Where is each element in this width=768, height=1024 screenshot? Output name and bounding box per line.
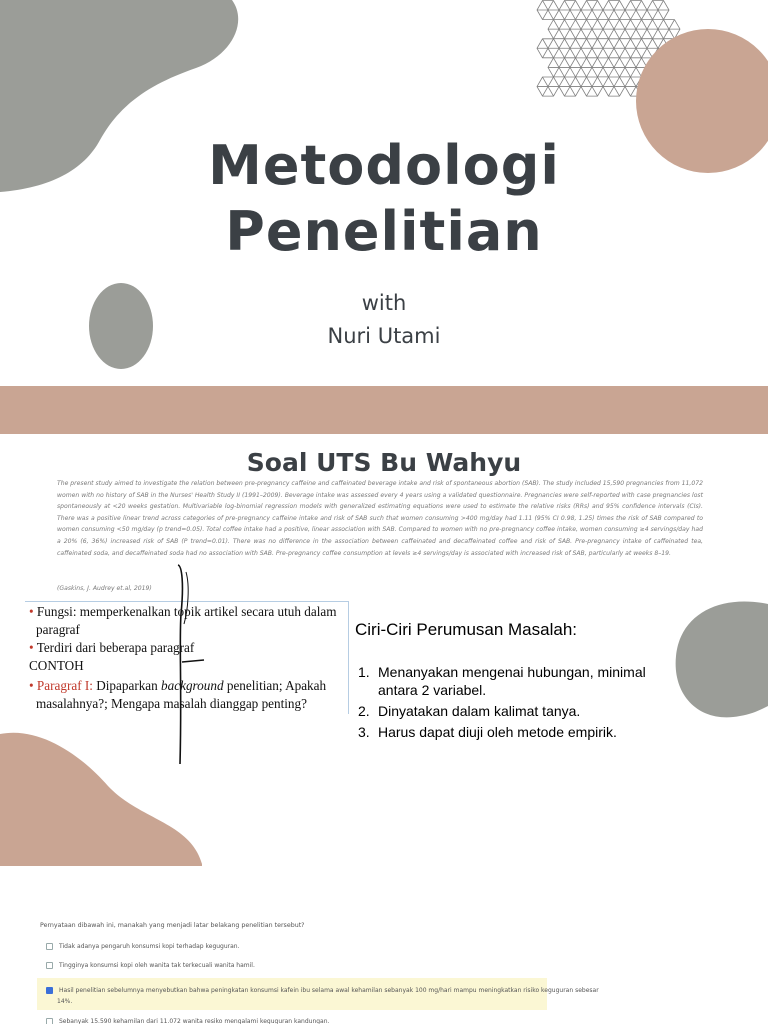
presenter-name: Nuri Utami [327,324,441,348]
slide-title-line2: Penelitian [225,200,543,263]
contoh-label: CONTOH [29,658,84,673]
slide-divider [0,386,768,434]
slide2-title: Soal UTS Bu Wahyu [246,448,522,477]
ciri-list [358,663,678,744]
checkbox[interactable] [46,962,53,969]
quiz-option-cont: 14%. [57,998,73,1005]
fungsi-box [25,601,349,714]
checkbox[interactable] [46,1018,53,1024]
fungsi-line1: • Fungsi: memperkenalkan topik artikel secara utuh dalam [29,604,337,619]
citation: (Gaskins, J. Audrey et.al, 2019) [57,585,152,592]
checkbox[interactable] [46,943,53,950]
paragraf-line: • Paragraf I: Dipaparkan background penelitian; Apakah [29,678,327,693]
quiz-question: Pernyataan dibawah ini, manakah yang menjadi latar belakang penelitian tersebut? [40,922,305,929]
with-label: with [361,291,407,315]
gray-blob-right [676,601,768,717]
tan-blob-left [0,733,202,866]
quiz-option-selected[interactable]: Hasil penelitian sebelumnya menyebutkan bahwa peningkatan konsumsi kafein ibu selama awal kehamilan sebanyak 100 mg/hari mampu meningkatkan risiko keguguran sebesar [46,987,599,994]
ciri-title: Ciri-Ciri Perumusan Masalah: [355,620,578,639]
checkbox-checked[interactable] [46,987,53,994]
quiz-option[interactable]: Sebanyak 15.590 kehamilan dari 11.072 wanita resiko mengalami keguguran kandungan. [46,1018,329,1024]
selected-option-highlight [37,978,547,1010]
ciri-item: 3. Harus dapat diuji oleh metode empirik. [358,724,617,740]
fungsi-line2: paragraf [36,622,80,637]
fungsi-line6: masalahnya?; Mengapa masalah dianggap penting? [36,696,307,711]
fungsi-line3: • Terdiri dari beberapa paragraf [29,640,195,655]
content-slide [0,434,768,1024]
title-slide [0,0,768,386]
ciri-item: 1. Menanyakan mengenai hubungan, minimal antara 2 variabel. [358,664,646,698]
abstract-text: The present study aimed to investigate the relation between pre-pregnancy caffeine and caffeinated beverage intake and risk of spontaneous abortion (SAB). The study included 15,590 pregnancies from 11,072 women with no history of SAB in the Nurses' Health Study II (1991–2009). Beverage intake was assessed every 4 years using a validated questionnaire. Pregnancies were self-reported with case pregnancies lost spontaneously at <20 weeks gestation. Multivariable log-binomial regression models with generalized estimating equations were used to estimate the relative risks (RRs) and 95% confidence intervals (CIs). There was a positive linear trend across categories of pre-pregnancy caffeine intake and risk of SAB such that women consuming >400 mg/day had 1.11 (95% CI 0.98, 1.25) times the risk of SAB compared to women consuming <50 mg/day (p trend=0.05). Total coffee intake had a positive, linear association with SAB. Compared to women with no pre-pregnancy coffee intake, women consuming ≥4 servings/day had a 20% (6, 36%) increased risk of SAB (P trend=0.01). There was no difference in the association between caffeinated and decaffeinated coffee and risk of SAB. Pre-pregnancy intake of caffeinated tea, caffeinated soda, and decaffeinated soda had no association with SAB. Pre-pregnancy coffee consumption at levels ≥4 servings/day is associated with increased risk of SAB, particularly at weeks 8–19. [57,480,703,557]
quiz-option[interactable]: Tingginya konsumsi kopi oleh wanita tak terkecuali wanita hamil. [46,962,255,969]
quiz-option[interactable]: Tidak adanya pengaruh konsumsi kopi terhadap keguguran. [46,943,240,950]
ciri-item: 2. Dinyatakan dalam kalimat tanya. [358,703,581,719]
slide-title-line1: Metodologi [208,134,560,197]
